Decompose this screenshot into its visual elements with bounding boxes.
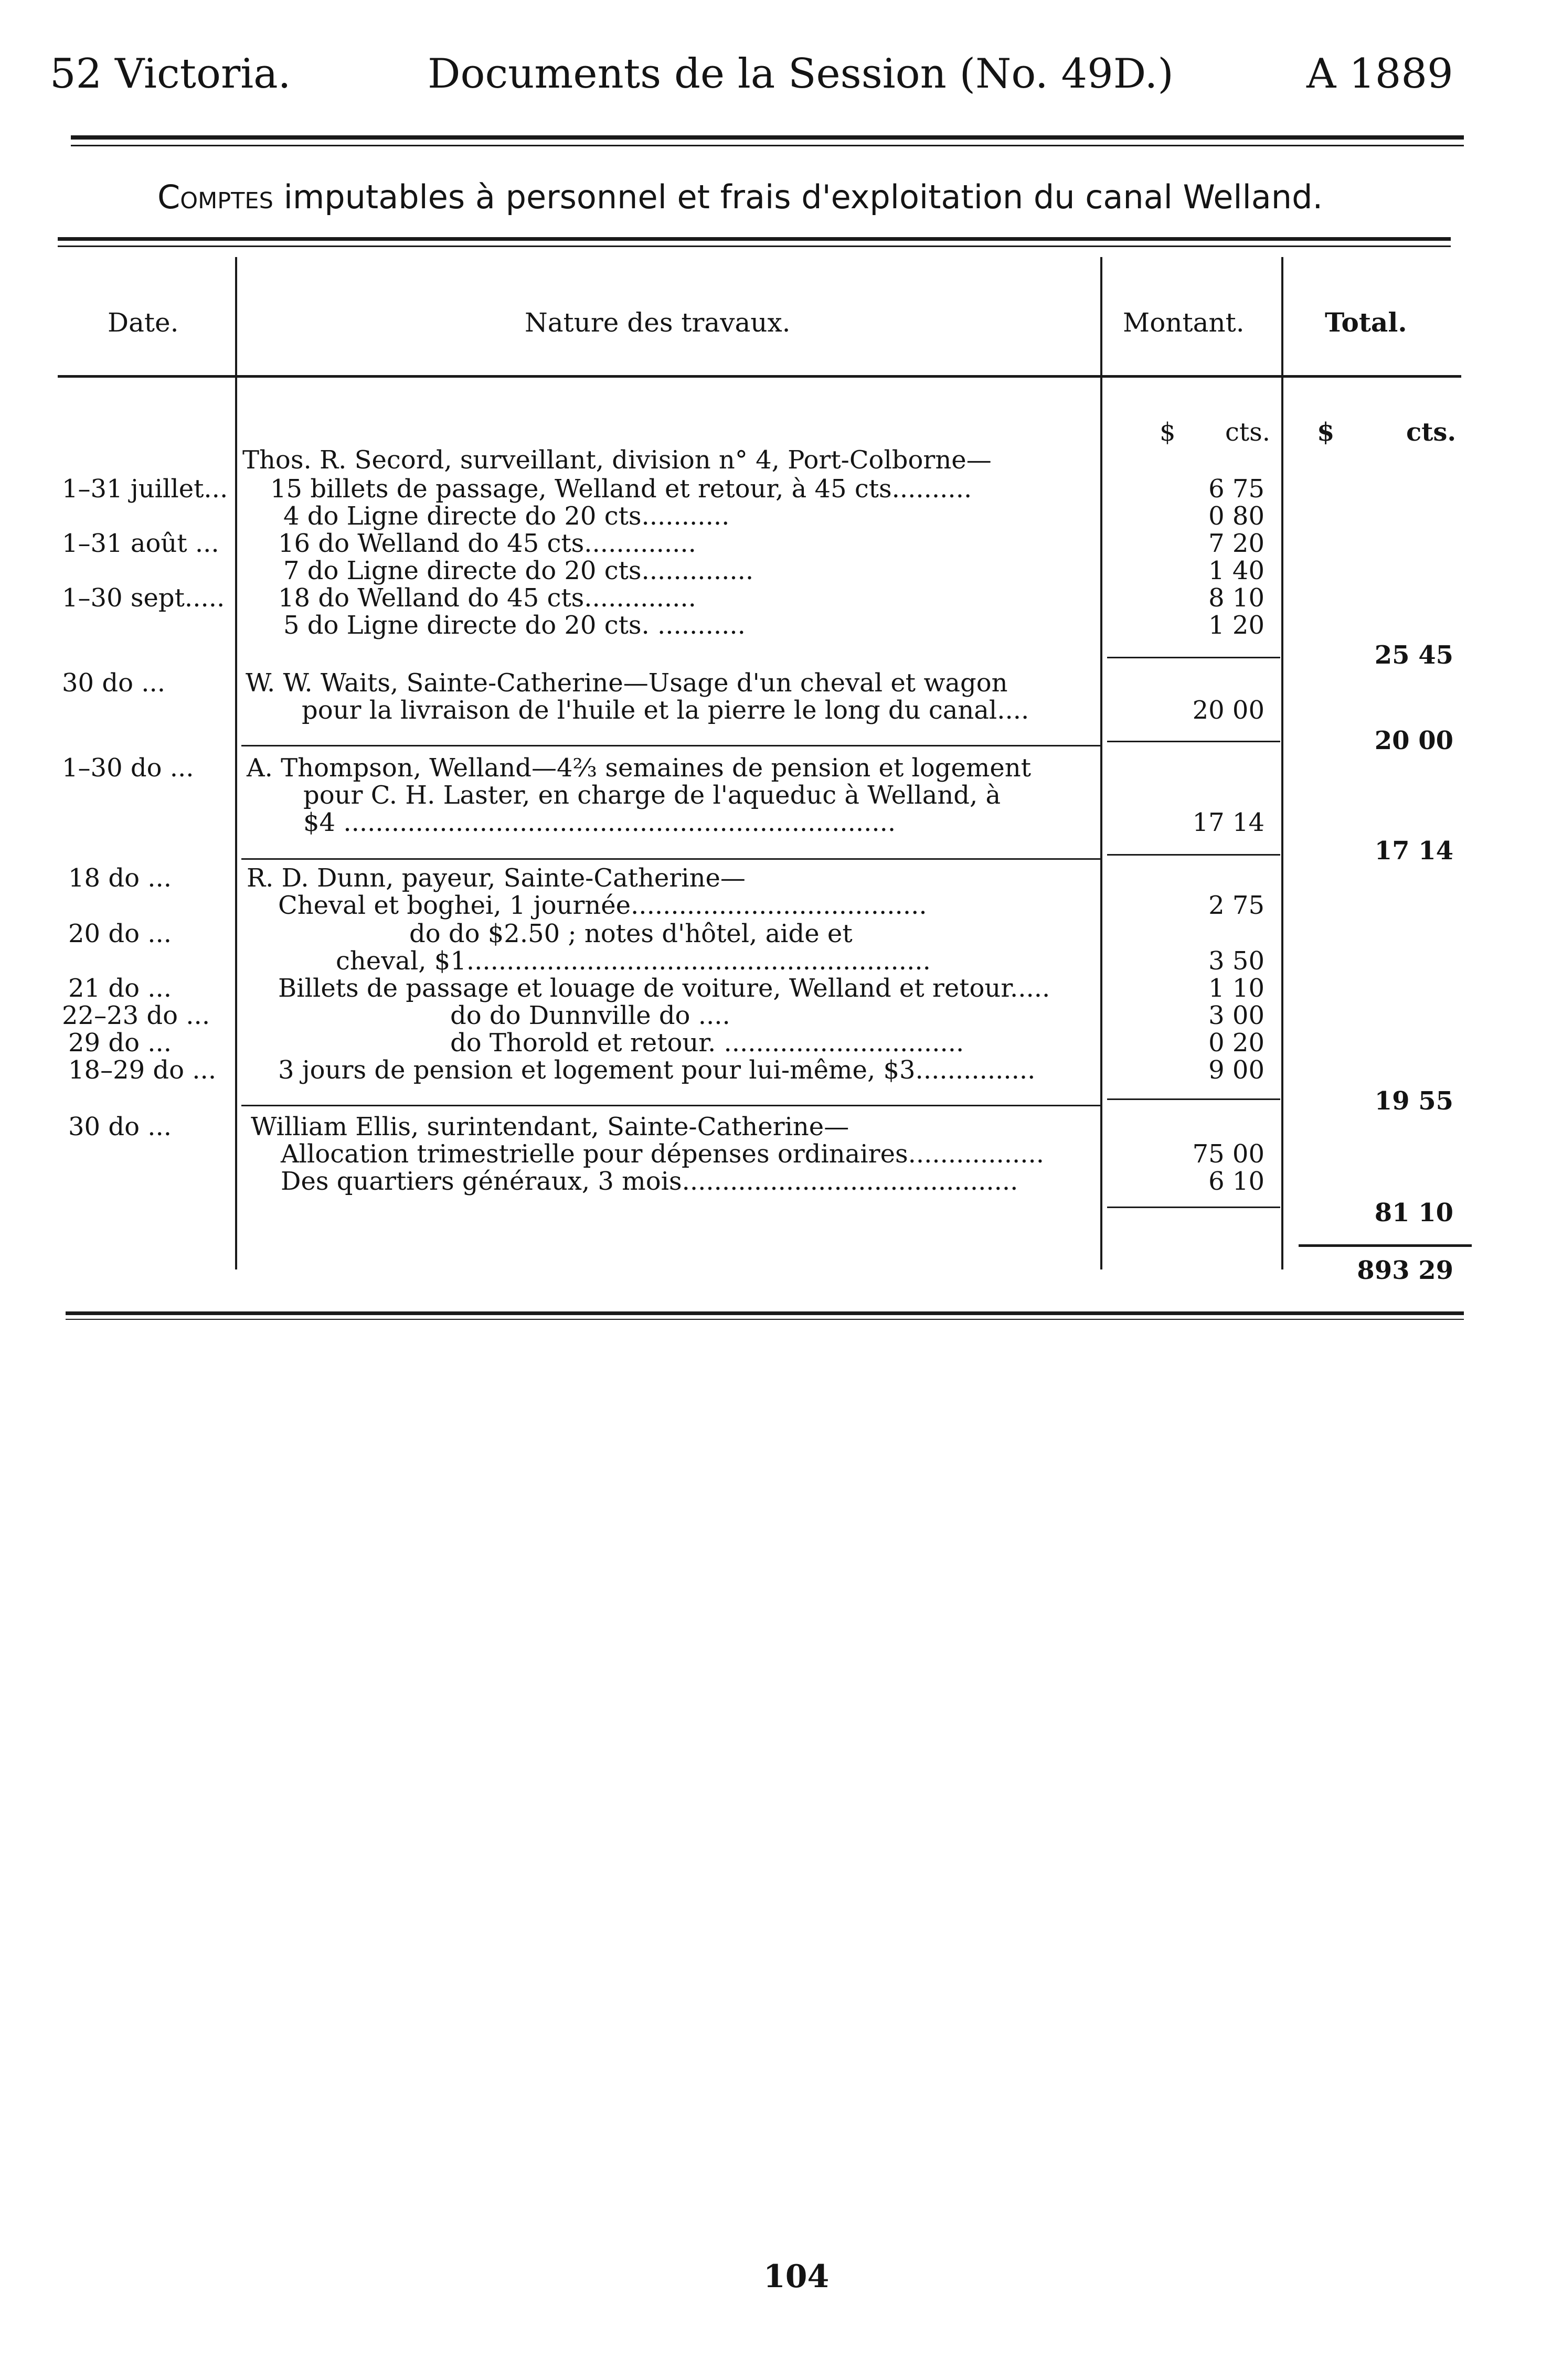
grand-total: 893 29 bbox=[1357, 1256, 1453, 1285]
row-text: Allocation trimestrielle pour dépenses ordinaires................. bbox=[281, 1139, 1044, 1169]
montant-dollar-label: $ bbox=[1160, 418, 1176, 447]
entry-separator bbox=[241, 1105, 1102, 1106]
row-text: 3 jours de pension et logement pour lui-même, $3............... bbox=[278, 1055, 1036, 1085]
row-text: 7 do Ligne directe do 20 cts.............. bbox=[283, 556, 754, 585]
row-amount: 8 10 bbox=[1208, 583, 1264, 613]
column-header-nature: Nature des travaux. bbox=[525, 307, 791, 338]
row-text: William Ellis, surintendant, Sainte-Catherine— bbox=[251, 1112, 849, 1141]
row-date: 1–31 août ... bbox=[62, 529, 219, 558]
row-amount: 6 10 bbox=[1208, 1167, 1264, 1196]
entry-separator bbox=[241, 745, 1102, 746]
row-text: 18 do Welland do 45 cts.............. bbox=[278, 583, 696, 613]
total-dollar-label: $ bbox=[1317, 418, 1335, 447]
row-date: 1–30 sept..... bbox=[62, 583, 225, 613]
row-amount: 1 40 bbox=[1208, 556, 1264, 585]
table-bottom-rule-thin bbox=[66, 1319, 1464, 1320]
row-text: cheval, $1.......................................................... bbox=[336, 946, 931, 976]
header-session-number: 52 Victoria. bbox=[50, 50, 291, 98]
table-title-rest: imputables à personnel et frais d'exploitation du canal Welland. bbox=[273, 178, 1323, 216]
row-amount: 0 80 bbox=[1208, 501, 1264, 531]
row-total: 19 55 bbox=[1374, 1086, 1453, 1116]
total-cts-label: cts. bbox=[1406, 418, 1457, 447]
row-text: $4 ..................................................................... bbox=[303, 808, 896, 837]
column-header-total: Total. bbox=[1325, 307, 1407, 338]
row-total: 81 10 bbox=[1374, 1198, 1453, 1228]
column-divider-date bbox=[235, 257, 237, 1269]
column-header-rule bbox=[58, 375, 1461, 378]
column-divider-montant bbox=[1281, 257, 1283, 1269]
title-rule-thick bbox=[58, 237, 1451, 241]
column-header-montant: Montant. bbox=[1123, 307, 1245, 338]
row-date: 21 do ... bbox=[68, 974, 172, 1003]
entry-separator bbox=[241, 858, 1102, 860]
page-number: 104 bbox=[763, 2258, 830, 2295]
row-date: 29 do ... bbox=[68, 1028, 172, 1058]
row-amount: 20 00 bbox=[1192, 696, 1264, 725]
row-text: Thos. R. Secord, surveillant, division n° 4, Port-Colborne— bbox=[242, 445, 992, 475]
row-text: 4 do Ligne directe do 20 cts........... bbox=[283, 501, 730, 531]
grand-total-rule bbox=[1299, 1244, 1472, 1247]
row-text: do do Dunnville do .... bbox=[450, 1001, 730, 1030]
row-date: 1–31 juillet... bbox=[62, 474, 228, 504]
column-header-date: Date. bbox=[108, 307, 179, 338]
header-rule-thick bbox=[71, 135, 1464, 140]
row-text: 16 do Welland do 45 cts.............. bbox=[278, 529, 696, 558]
row-text: Des quartiers généraux, 3 mois.......................................... bbox=[281, 1167, 1018, 1196]
subtotal-rule bbox=[1107, 741, 1280, 742]
row-text: do do $2.50 ; notes d'hôtel, aide et bbox=[409, 919, 853, 948]
row-text: W. W. Waits, Sainte-Catherine—Usage d'un cheval et wagon bbox=[246, 668, 1008, 698]
row-text: do Thorold et retour. .............................. bbox=[450, 1028, 964, 1058]
header-series-year: A 1889 bbox=[1306, 50, 1453, 98]
table-title-smallcaps: Comptes bbox=[157, 178, 273, 216]
row-text: A. Thompson, Welland—4⅔ semaines de pension et logement bbox=[247, 753, 1032, 783]
header-document-title: Documents de la Session (No. 49D.) bbox=[428, 50, 1174, 98]
row-amount: 3 50 bbox=[1208, 946, 1264, 976]
row-text: 5 do Ligne directe do 20 cts. ........... bbox=[283, 611, 746, 640]
row-amount: 17 14 bbox=[1192, 808, 1264, 837]
row-date: 22–23 do ... bbox=[62, 1001, 210, 1030]
row-total: 25 45 bbox=[1374, 641, 1453, 670]
row-amount: 0 20 bbox=[1208, 1028, 1264, 1058]
row-text: 15 billets de passage, Welland et retour, à 45 cts.......... bbox=[270, 474, 972, 504]
row-text: Cheval et boghei, 1 journée..................................... bbox=[278, 891, 927, 920]
row-amount: 75 00 bbox=[1192, 1139, 1264, 1169]
row-amount: 1 20 bbox=[1208, 611, 1264, 640]
row-text: pour la livraison de l'huile et la pierre le long du canal.... bbox=[302, 696, 1029, 725]
row-amount: 2 75 bbox=[1208, 891, 1264, 920]
row-amount: 6 75 bbox=[1208, 474, 1264, 504]
subtotal-rule bbox=[1107, 1098, 1280, 1100]
subtotal-rule bbox=[1107, 657, 1280, 658]
header-rule-thin bbox=[71, 145, 1464, 146]
row-date: 1–30 do ... bbox=[62, 753, 194, 783]
row-date: 18 do ... bbox=[68, 863, 172, 893]
subtotal-rule bbox=[1107, 1207, 1280, 1208]
row-text: Billets de passage et louage de voiture, Welland et retour..... bbox=[278, 974, 1050, 1003]
row-amount: 1 10 bbox=[1208, 974, 1264, 1003]
table-title bbox=[157, 178, 1323, 216]
row-date: 30 do ... bbox=[62, 668, 165, 698]
row-date: 30 do ... bbox=[68, 1112, 172, 1141]
montant-cts-label: cts. bbox=[1225, 418, 1271, 447]
row-text: R. D. Dunn, payeur, Sainte-Catherine— bbox=[247, 863, 746, 893]
subtotal-rule bbox=[1107, 854, 1280, 856]
row-date: 20 do ... bbox=[68, 919, 172, 948]
row-text: pour C. H. Laster, en charge de l'aqueduc à Welland, à bbox=[303, 781, 1001, 810]
row-amount: 7 20 bbox=[1208, 529, 1264, 558]
row-total: 17 14 bbox=[1374, 836, 1453, 866]
row-amount: 9 00 bbox=[1208, 1055, 1264, 1085]
column-divider-nature bbox=[1100, 257, 1102, 1269]
table-bottom-rule-thick bbox=[66, 1311, 1464, 1315]
title-rule-thin bbox=[58, 246, 1451, 247]
row-amount: 3 00 bbox=[1208, 1001, 1264, 1030]
row-total: 20 00 bbox=[1374, 726, 1453, 755]
row-date: 18–29 do ... bbox=[68, 1055, 217, 1085]
